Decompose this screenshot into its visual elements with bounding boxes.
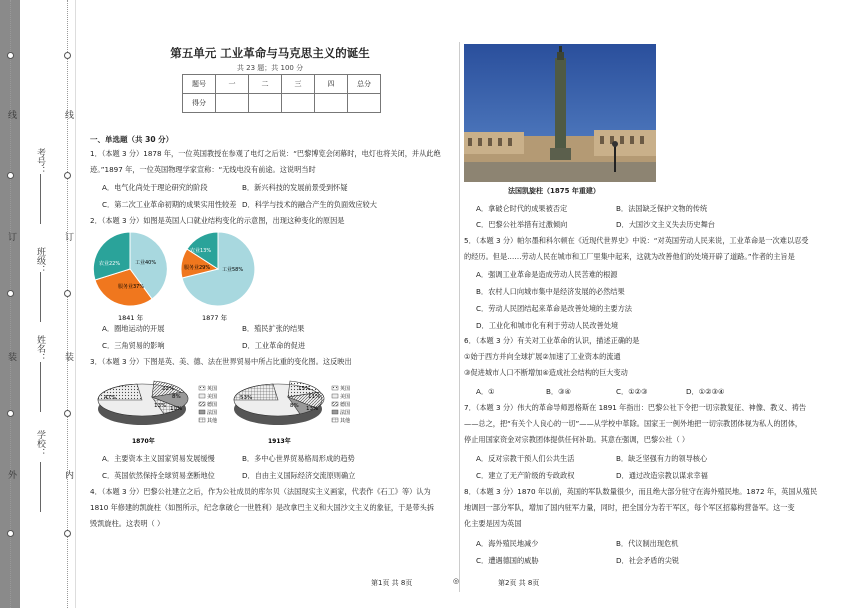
outer-cut-line <box>10 0 11 608</box>
pie1877-caption: 1877 年 <box>202 314 228 322</box>
score-input[interactable] <box>249 94 282 113</box>
legend-item: 美国 <box>340 394 351 400</box>
q5-option-b[interactable]: B．农村人口向城市集中是经济发展的必然结果 <box>476 287 625 296</box>
score-input[interactable] <box>216 94 249 113</box>
hole-icon <box>7 52 14 59</box>
score-cell: 一 <box>216 75 249 94</box>
q5-option-d[interactable]: D．工业化和城市化有利于劳动人民改善处境 <box>476 321 619 330</box>
q4-stem-line3: 毁凯旋柱。这表明（ ） <box>90 519 165 528</box>
outer-mark-xian: 线 <box>6 110 16 119</box>
q3-option-c[interactable]: C．英国依然保持全球贸易垄断地位 <box>102 471 215 480</box>
q6-option-b[interactable]: B．③④ <box>546 387 572 396</box>
q5-stem-line2: 的经历。但是……劳动人民在城市和工厂里集中起来，这就为改善他们的处境开辟了道路。”作者的主旨是 <box>464 252 795 261</box>
q4-stem-line2: 1810 年修建的凯旋柱（如图所示，纪念拿破仑一世胜利）是改拿巴主义和大国沙文主义的象征，于是带头拆 <box>90 503 435 512</box>
q8-stem-line1: 8．（本题 3 分）1870 年以前，英国的军队数量很少，而且绝大部分驻守在海外殖民地。1872 年，英国从殖民 <box>464 487 818 496</box>
hole-icon <box>64 172 71 179</box>
outer-mark-ding: 订 <box>6 232 16 241</box>
q4-option-a[interactable]: A．拿破仑时代的成果被否定 <box>476 204 568 213</box>
legend-item: 法国 <box>207 410 218 416</box>
q1-option-b[interactable]: B．新兴科技的发展前景受到怀疑 <box>242 183 348 192</box>
pie1841-caption: 1841 年 <box>118 314 144 322</box>
hole-icon <box>7 172 14 179</box>
q8-stem-line3: 化主要是因为英国 <box>464 519 522 528</box>
q2-pie-charts <box>88 228 278 322</box>
inner-mark-zhuang: 装 <box>63 352 73 361</box>
q3-trade-charts <box>92 372 362 448</box>
hole-icon <box>64 290 71 297</box>
chart1870-label: 10% <box>170 406 183 412</box>
column-divider <box>459 42 460 592</box>
chart1870-label: 22% <box>162 386 175 392</box>
photo-caption: 法国凯旋柱（1875 年重建） <box>508 187 600 195</box>
inner-mark-xian: 线 <box>63 110 73 119</box>
q7-stem-line3: 停止用国家资金对宗教团体提供任何补助。其意在强调，巴黎公社（ ） <box>464 435 690 444</box>
score-cell: 题号 <box>183 75 216 94</box>
q1-option-a[interactable]: A．电气化尚处于理论研究的阶段 <box>102 183 208 192</box>
q1-option-c[interactable]: C．第二次工业革命初期的成果实用性较差 <box>102 200 237 209</box>
school-blank[interactable] <box>40 462 41 512</box>
score-input[interactable] <box>315 94 348 113</box>
name-blank[interactable] <box>40 362 41 412</box>
chart1870-label: 47% <box>104 395 117 401</box>
hole-icon <box>64 52 71 59</box>
chart1913-label: 8% <box>290 403 299 409</box>
chart1870-label: 8% <box>172 394 181 400</box>
chart1870-label: 13% <box>154 403 167 409</box>
q4-option-b[interactable]: B．法国缺乏保护文物的传统 <box>616 204 708 213</box>
q2-stem: 2．（本题 3 分）如图是英国人口就业结构变化的示意图，出现这种变化的原因是 <box>90 216 345 225</box>
pie1877-label-service: 服务业29% <box>184 265 211 271</box>
q4-option-d[interactable]: D．大国沙文主义失去历史舞台 <box>616 220 715 229</box>
q3-stem: 3．（本题 3 分）下图是英、美、德、法在世界贸易中所占比重的变化图。这反映出 <box>90 357 352 366</box>
q7-option-b[interactable]: B．缺乏坚强有力的领导核心 <box>616 454 708 463</box>
q5-option-a[interactable]: A．强调工业革命是造成劳动人民苦难的根源 <box>476 270 618 279</box>
hole-icon <box>7 410 14 417</box>
examno-blank[interactable] <box>40 174 41 224</box>
q1-stem-line1: 1．（本题 3 分）1878 年，一位英国教授在参观了电灯之后说：“巴黎博览会闭幕时，电灯也将关闭，并从此绝 <box>90 149 441 158</box>
pie1877-label-industry: 工业58% <box>222 267 244 273</box>
q3-option-d[interactable]: D．自由主义国际经济交流原则确立 <box>242 471 356 480</box>
section-title: 一、单选题（共 30 分） <box>90 135 174 144</box>
q7-stem-line1: 7．（本题 3 分）伟大的革命导师恩格斯在 1891 年指出：巴黎公社下令把一切宗教复征、神像、教义、祷告 <box>464 403 807 412</box>
chart1913-label: 13% <box>306 406 319 412</box>
legend-item: 其他 <box>340 418 351 424</box>
q4-option-c[interactable]: C．巴黎公社举措有过激倾向 <box>476 220 568 229</box>
class-blank[interactable] <box>40 272 41 322</box>
q3-option-b[interactable]: B．多中心世界贸易格局形成的趋势 <box>242 454 355 463</box>
pie1841-label-agri: 农业22% <box>99 261 121 267</box>
score-cell: 二 <box>249 75 282 94</box>
legend-item: 美国 <box>207 394 218 400</box>
q6-option-c[interactable]: C．①②③ <box>616 387 648 396</box>
q2-option-c[interactable]: C．三角贸易的影响 <box>102 341 165 350</box>
q8-option-b[interactable]: B．代议制出现危机 <box>616 539 679 548</box>
hole-icon <box>7 290 14 297</box>
q5-option-c[interactable]: C．劳动人民团结起来革命是改善处境的主要方法 <box>476 304 632 313</box>
hole-icon <box>64 410 71 417</box>
page-number-left: 第1页 共 8页 <box>371 579 413 587</box>
school-label: 学校： <box>35 430 45 457</box>
legend-item: 其他 <box>207 418 218 424</box>
q7-option-c[interactable]: C．建立了无产阶级的专政政权 <box>476 471 575 480</box>
legend-item: 法国 <box>340 410 351 416</box>
center-mark-icon: ◎ <box>453 577 460 585</box>
page-title: 第五单元 工业革命与马克思主义的诞生 <box>170 46 370 60</box>
legend-item: 德国 <box>207 402 218 408</box>
q7-stem-line2: ——总之，把“有关个人良心的一切”——从学校中革除。国家王一例外地把一切宗教团体视为私人的团体， <box>464 419 803 428</box>
legend-item: 英国 <box>207 386 218 392</box>
q6-statement-1: ①始于西方并向全球扩展②加速了工业资本的流通 <box>464 352 621 361</box>
examno-label: 考号： <box>35 148 45 175</box>
hole-icon <box>64 530 71 537</box>
legend-item: 英国 <box>340 386 351 392</box>
q7-option-a[interactable]: A．反对宗教干预人们公共生活 <box>476 454 575 463</box>
page-subtitle: 共 23 题；共 100 分 <box>236 64 304 72</box>
q8-stem-line2: 地调回一部分军队，增加了国内驻军力量，同时，把全国分为若干军区，每个军区招募构营备军。这一变 <box>464 503 795 512</box>
q2-option-b[interactable]: B．殖民扩张的结果 <box>242 324 305 333</box>
q6-statement-2: ③促进城市人口不断增加④造成社会结构的巨大变动 <box>464 368 628 377</box>
score-cell: 三 <box>282 75 315 94</box>
inner-mark-ding: 订 <box>63 232 73 241</box>
outer-mark-wai: 外 <box>6 470 16 479</box>
page-number-right: 第2页 共 8页 <box>498 579 540 587</box>
score-cell: 得分 <box>183 94 216 113</box>
q5-stem-line1: 5．（本题 3 分）帕尔墨和科尔顿在《近现代世界史》中说：“对英国劳动人民来说，工业革命是一次难以忍受 <box>464 236 809 245</box>
score-table <box>182 74 381 113</box>
q1-stem-line2: 迹。”1897 年，一位英国物理学家宣称：“无线电没有前途。这说明当时 <box>90 165 316 174</box>
inner-mark-nei: 内 <box>63 470 73 479</box>
outer-mark-zhuang: 装 <box>6 352 16 361</box>
chart1913-label: 53% <box>240 395 253 401</box>
q2-option-d[interactable]: D．工业革命的促进 <box>242 341 306 350</box>
q2-option-a[interactable]: A．圈地运动的开展 <box>102 324 165 333</box>
q8-option-d[interactable]: D．社会矛盾的尖锐 <box>616 556 680 565</box>
class-label: 班级： <box>35 247 45 274</box>
q8-option-c[interactable]: C．遭遇德国的威胁 <box>476 556 539 565</box>
q1-option-d[interactable]: D．科学与技术的融合产生的负面效应较大 <box>242 200 377 209</box>
q6-option-d[interactable]: D．①②③④ <box>686 387 725 396</box>
name-label: 姓名： <box>35 335 45 362</box>
chart1870-caption: 1870年 <box>132 438 155 445</box>
q6-option-a[interactable]: A．① <box>476 387 495 396</box>
score-cell: 总分 <box>348 75 381 94</box>
q4-stem-line1: 4．（本题 3 分）巴黎公社建立之后，作为公社成员的库尔贝（法国现实主义画家，代表作《石工》等）认为 <box>90 487 431 496</box>
chart1913-label: 11% <box>308 394 321 400</box>
q6-stem: 6．（本题 3 分）有关对工业革命的认识，描述正确的是 <box>464 336 640 345</box>
pie1841-label-industry: 工业40% <box>135 260 157 266</box>
q7-option-d[interactable]: D．通过改造宗教以谋求幸福 <box>616 471 708 480</box>
vendome-column-photo <box>464 44 656 182</box>
hole-icon <box>7 530 14 537</box>
score-cell: 四 <box>315 75 348 94</box>
q8-option-a[interactable]: A．海外殖民地减少 <box>476 539 539 548</box>
pie1877-label-agri: 农业13% <box>190 248 212 254</box>
score-input[interactable] <box>348 94 381 113</box>
chart1913-label: 15% <box>298 386 311 392</box>
legend-item: 德国 <box>340 402 351 408</box>
pie1841-label-service: 服务业37% <box>118 284 145 290</box>
inner-cut-line <box>67 0 68 608</box>
q3-option-a[interactable]: A．主要资本主义国家贸易发展缓慢 <box>102 454 215 463</box>
score-input[interactable] <box>282 94 315 113</box>
chart1913-caption: 1913年 <box>268 438 291 445</box>
